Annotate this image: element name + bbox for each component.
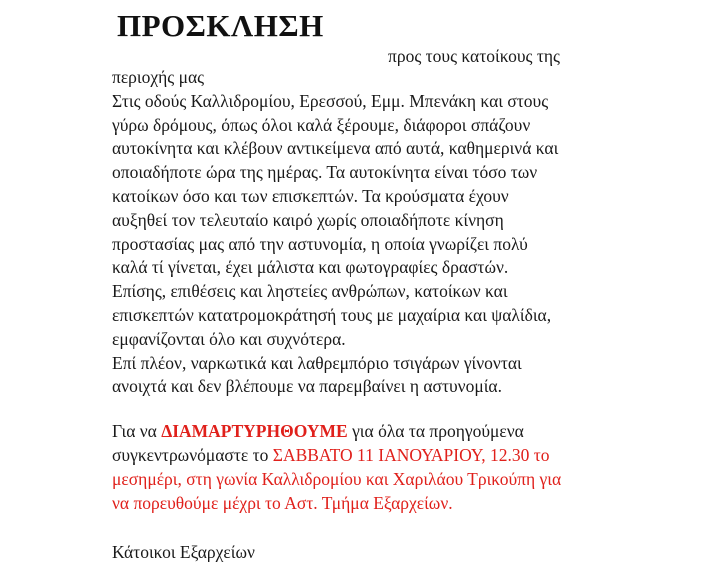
call-text: για όλα τα προηγούμενα xyxy=(347,421,524,442)
call-line-2 xyxy=(112,444,612,468)
body-line: εμφανίζονται όλο και συχνότερα. xyxy=(112,328,346,349)
event-destination: να πορευθούμε μέχρι το Αστ. Τμήμα Εξαρχείων. xyxy=(112,492,453,513)
document-body xyxy=(112,66,612,565)
signature: Κάτοικοι Εξαρχείων xyxy=(112,542,255,563)
body-line: κατοίκων όσο και των επισκεπτών. Τα κρούσματα έχουν xyxy=(112,185,509,206)
call-text: συγκεντρωνόμαστε το xyxy=(112,444,273,465)
intro-addressee: προς τους κατοίκους της xyxy=(388,46,560,66)
body-line: γύρω δρόμους, όπως όλοι καλά ξέρουμε, διάφοροι σπάζουν xyxy=(112,114,531,135)
body-line: αυξηθεί τον τελευταίο καιρό χωρίς οποιαδήποτε κίνηση xyxy=(112,209,504,230)
body-line: Επί πλέον, ναρκωτικά και λαθρεμπόριο τσιγάρων γίνονται xyxy=(112,352,522,373)
body-line: επισκεπτών κατατρομοκράτησή τους με μαχαίρια και ψαλίδια, xyxy=(112,304,552,325)
body-line: περιοχής μας xyxy=(112,67,205,87)
body-line: ανοιχτά και δεν βλέπουμε να παρεμβαίνει η αστυνομία. xyxy=(112,376,502,397)
paragraph-call-to-action xyxy=(112,420,612,515)
call-line-1 xyxy=(112,420,612,444)
body-line: αυτοκίνητα και κλέβουν αντικείμενα από αυτά, καθημερινά και xyxy=(112,138,559,159)
body-line: καλά τί γίνεται, έχει μάλιστα και φωτογραφίες δραστών. xyxy=(112,257,509,278)
body-line: οποιαδήποτε ώρα της ημέρας. Τα αυτοκίνητα είναι τόσο των xyxy=(112,162,538,183)
paragraph-complaint xyxy=(112,66,612,399)
body-line: Επίσης, επιθέσεις και ληστείες ανθρώπων, κατοίκων και xyxy=(112,281,508,302)
body-line: Στις οδούς Καλλιδρομίου, Ερεσσού, Εμμ. Μπενάκη και στους xyxy=(112,90,549,111)
protest-emphasis: ΔΙΑΜΑΡΤΥΡΗΘΟΥΜΕ xyxy=(161,421,348,442)
call-text: Για να xyxy=(112,421,162,442)
event-date: ΣΑΒΒΑΤΟ 11 ΙΑΝΟΥΑΡΙΟΥ, 12.30 το xyxy=(272,444,550,465)
document-title: ΠΡΟΣΚΛΗΣΗ xyxy=(117,8,324,43)
event-location: μεσημέρι, στη γωνία Καλλιδρομίου και Χαριλάου Τρικούπη για xyxy=(112,468,562,489)
body-line: προστασίας μας από την αστυνομία, η οποία γνωρίζει πολύ xyxy=(112,233,528,254)
